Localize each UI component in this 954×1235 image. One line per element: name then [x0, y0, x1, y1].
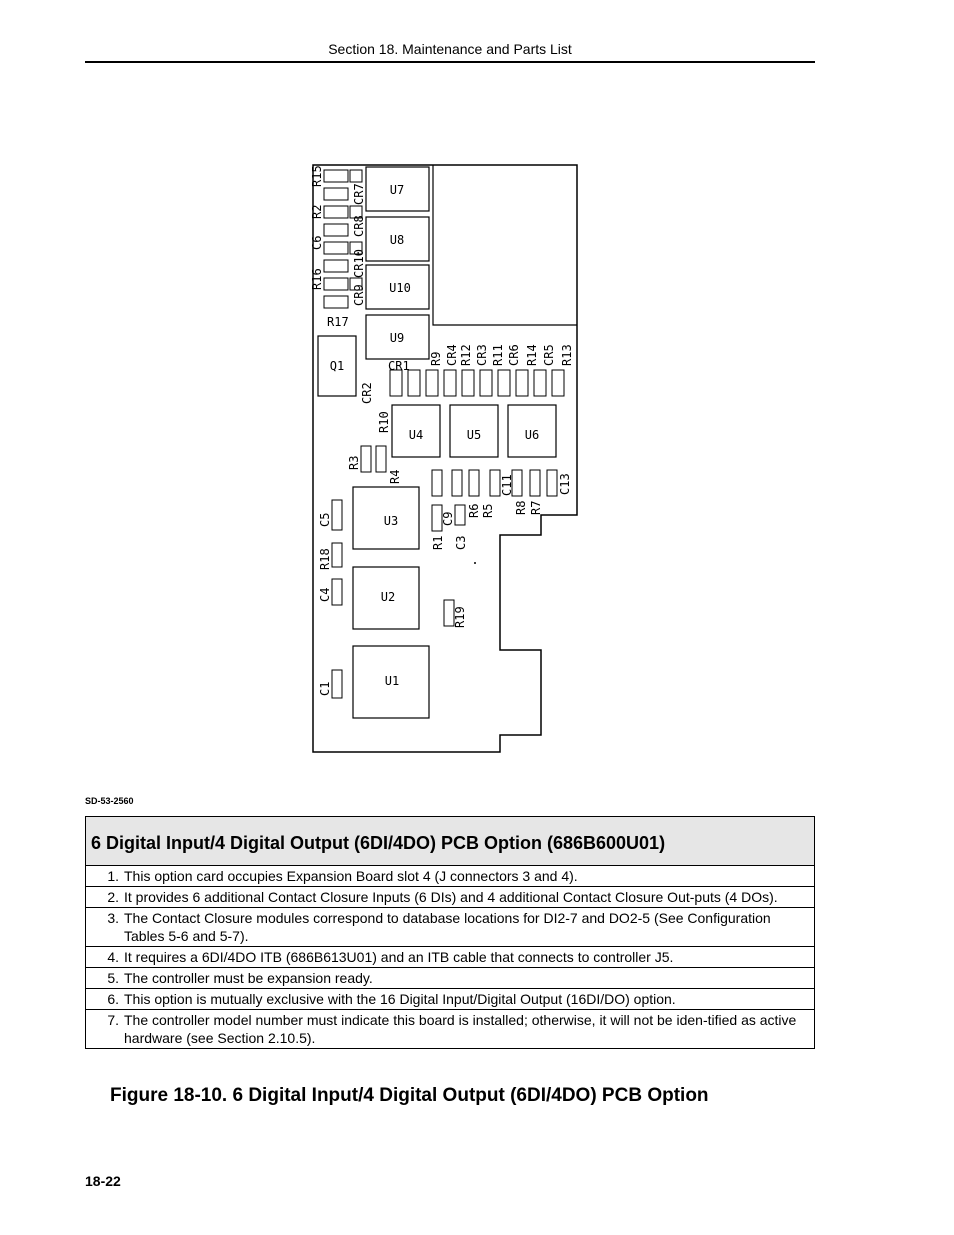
figure-caption: Figure 18-10. 6 Digital Input/4 Digital Output (6DI/4DO) PCB Option: [110, 1085, 709, 1106]
chip-label: U7: [389, 183, 405, 197]
note-text: The Contact Closure modules correspond to database locations for DI2-7 and DO2-5 (See Configuration Tables 5-6 and 5-7).: [124, 910, 771, 944]
running-header: Section 18. Maintenance and Parts List: [328, 41, 572, 57]
notes-box: [85, 816, 815, 1049]
comp-label: R13: [560, 344, 574, 366]
comp-label: R4: [388, 469, 402, 484]
comp-label: R16: [310, 268, 324, 290]
note-item: [86, 946, 814, 967]
comp-label: R3: [347, 455, 361, 470]
comp-label: C11: [500, 474, 514, 496]
comp-label: R12: [459, 344, 473, 366]
note-number: 4.: [107, 949, 119, 965]
comp-label: CR7: [352, 183, 366, 205]
note-item: [86, 886, 814, 907]
comp-label: R10: [377, 411, 391, 433]
comp-label: R1: [431, 535, 445, 550]
chip-label: Q1: [329, 359, 345, 373]
drawing-id: SD-53-2560: [85, 796, 134, 806]
comp-label: CR10: [352, 249, 366, 278]
comp-label: R11: [491, 344, 505, 366]
note-text: The controller must be expansion ready.: [124, 970, 373, 986]
comp-label: C13: [558, 473, 572, 495]
chip-label: U2: [380, 590, 396, 604]
comp-label: CR1: [388, 359, 410, 373]
comp-label: CR2: [360, 382, 374, 404]
pcb-layout-diagram: [300, 155, 600, 760]
note-text: The controller model number must indicate this board is installed; otherwise, it will not be iden-tified as active hardware (see Section 2.10.5).: [124, 1012, 797, 1046]
comp-label: R7: [529, 500, 543, 515]
comp-label: C4: [318, 587, 332, 602]
top-row-components: [390, 370, 564, 396]
note-item: [86, 1009, 814, 1048]
comp-label: CR3: [475, 344, 489, 366]
comp-label: C3: [454, 535, 468, 550]
comp-label: R17: [327, 315, 349, 329]
page-number: 18-22: [85, 1173, 121, 1189]
board-notch: [433, 165, 577, 325]
comp-label: CR6: [507, 344, 521, 366]
chip-label: U4: [408, 428, 424, 442]
comp-label: C5: [318, 512, 332, 527]
comp-label: R15: [310, 165, 324, 187]
middle-components: [332, 446, 557, 698]
note-number: 3.: [107, 910, 119, 926]
note-item: [86, 866, 814, 886]
note-text: This option card occupies Expansion Board slot 4 (J connectors 3 and 4).: [124, 868, 578, 884]
comp-label: C9: [441, 511, 455, 526]
note-item: [86, 967, 814, 988]
comp-label: R19: [453, 606, 467, 628]
note-number: 7.: [107, 1012, 119, 1028]
note-item: [86, 907, 814, 946]
note-text: This option is mutually exclusive with the 16 Digital Input/Digital Output (16DI/DO) option.: [124, 991, 676, 1007]
comp-label: R2: [310, 204, 324, 219]
note-number: 6.: [107, 991, 119, 1007]
header-rule: [85, 61, 815, 63]
chip-label: U10: [389, 281, 411, 295]
comp-label: CR4: [445, 344, 459, 366]
comp-label: R6: [467, 503, 481, 518]
comp-label: C6: [310, 235, 324, 250]
comp-label: C1: [318, 681, 332, 696]
comp-label: R5: [481, 503, 495, 518]
chip-label: U9: [389, 331, 405, 345]
note-number: 1.: [107, 868, 119, 884]
note-number: 2.: [107, 889, 119, 905]
note-number: 5.: [107, 970, 119, 986]
note-text: It requires a 6DI/4DO ITB (686B613U01) and an ITB cable that connects to controller J5.: [124, 949, 674, 965]
notes-list: [86, 866, 814, 1048]
chip-label: U8: [389, 233, 405, 247]
chip-label: U6: [524, 428, 540, 442]
comp-label: R8: [514, 500, 528, 515]
comp-label: CR8: [352, 215, 366, 237]
comp-label: CR9: [352, 284, 366, 306]
note-text: It provides 6 additional Contact Closure Inputs (6 DIs) and 4 additional Contact Closure Out-puts (4 DOs).: [124, 889, 778, 905]
comp-label: R18: [318, 548, 332, 570]
note-item: [86, 988, 814, 1009]
chip-label: U3: [383, 514, 399, 528]
notes-title: 6 Digital Input/4 Digital Output (6DI/4DO) PCB Option (686B600U01): [86, 817, 814, 866]
comp-label: CR5: [542, 344, 556, 366]
comp-label: R9: [429, 351, 443, 366]
chip-label: U5: [466, 428, 482, 442]
chip-label: U1: [384, 674, 400, 688]
comp-label: R14: [525, 344, 539, 366]
